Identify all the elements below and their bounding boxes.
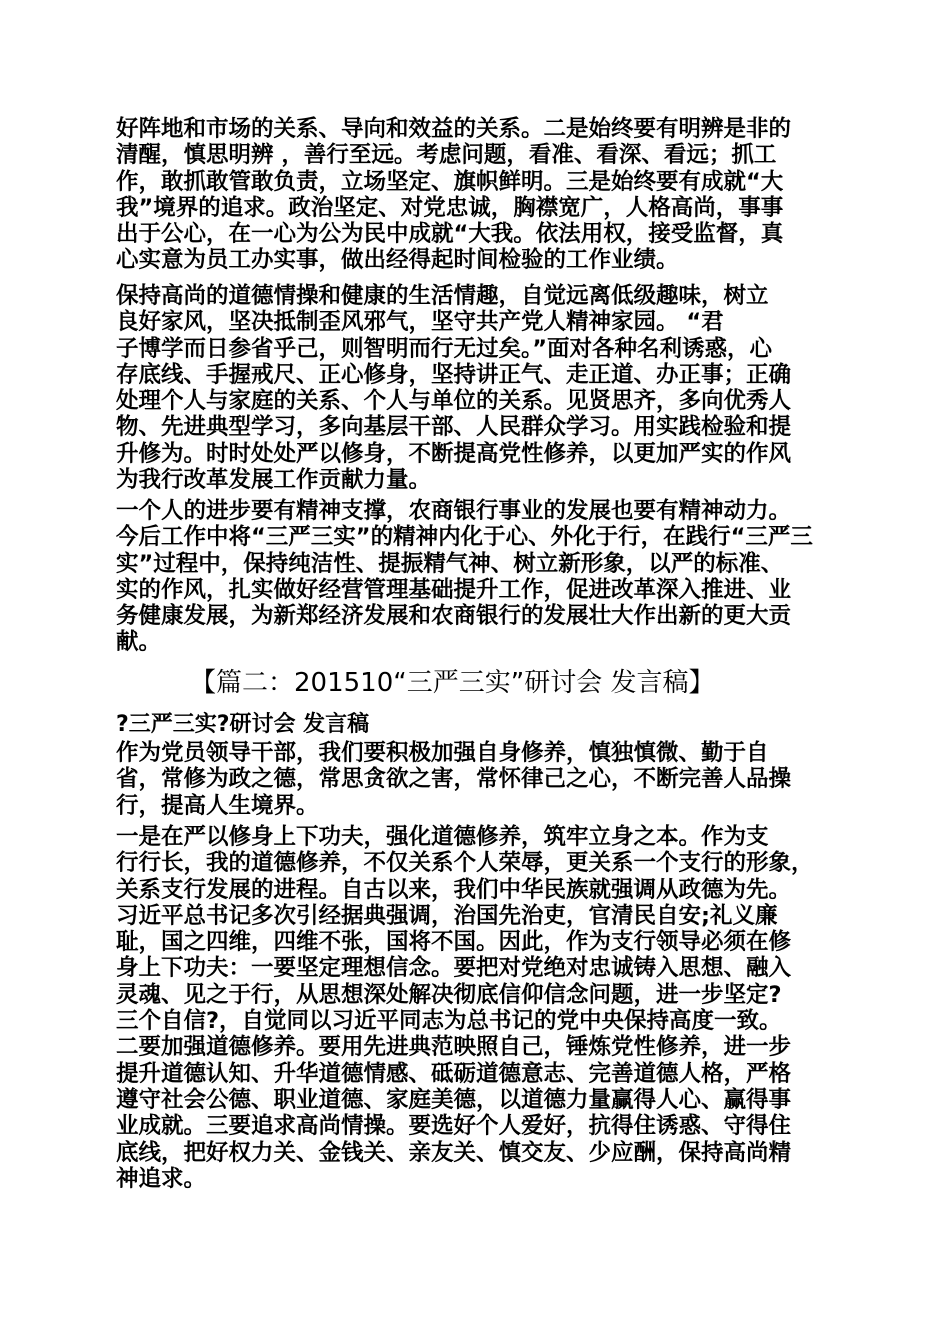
text-line: 实”过程中，保持纯洁性、提振精气神、树立新形象，以严的标准、 (116, 550, 784, 577)
text-line: 出于公心，在一心为公为民中成就“大我。依法用权，接受监督，真 (116, 221, 784, 248)
text-line: 我”境界的追求。政治坚定、对党忠诚，胸襟宽广，人格高尚，事事 (116, 194, 784, 221)
text-line: 存底线、手握戒尺、正心修身，坚持讲正气、走正道、办正事；正确 (116, 361, 792, 388)
text-line: 神追求。 (116, 1165, 207, 1192)
text-line: 良好家风，坚决抵制歪风邪气，坚守共产党人精神家园。 “君 (116, 309, 724, 336)
paragraph-block-1 (116, 116, 836, 274)
section-heading: 【篇二：201510“三严三实”研讨会 发言稿】 (190, 668, 715, 698)
text-line: 献。 (116, 629, 162, 656)
text-line: 习近平总书记多次引经据典强调，治国先治吏，官清民自安;礼义廉 (116, 902, 778, 929)
text-line: 务健康发展，为新郑经济发展和农商银行的发展壮大作出新的更大贡 (116, 603, 792, 630)
paragraph-block-3 (116, 498, 836, 656)
paragraph-block-5 (116, 824, 836, 1192)
text-line: 物、先进典型学习，多向基层干部、人民群众学习。用实践检验和提 (116, 414, 792, 441)
text-line: 实的作风，扎实做好经营管理基础提升工作，促进改革深入推进、业 (116, 576, 792, 603)
section-subheading: ?三严三实?研讨会 发言稿 (116, 712, 370, 737)
text-line: 省，常修为政之德，常思贪欲之害，常怀律己之心，不断完善人品操 (116, 766, 792, 793)
text-line: 三个自信?，自觉同以习近平同志为总书记的党中央保持高度一致。 (116, 1008, 782, 1035)
text-line: 耻，国之四维，四维不张，国将不国。因此，作为支行领导必须在修 (116, 929, 792, 956)
text-line: 身上下功夫：一要坚定理想信念。要把对党绝对忠诚铸入思想、融入 (116, 955, 792, 982)
text-line: 好阵地和市场的关系、导向和效益的关系。二是始终要有明辨是非的 (116, 116, 792, 142)
text-line: 一是在严以修身上下功夫，强化道德修养，筑牢立身之本。作为支 (116, 824, 769, 850)
text-line: 今后工作中将“三严三实”的精神内化于心、外化于行，在践行“三严三 (116, 524, 813, 551)
text-line: 处理个人与家庭的关系、个人与单位的关系。见贤思齐，多向优秀人 (116, 388, 792, 415)
text-line: 保持高尚的道德情操和健康的生活情趣，自觉远离低级趣味，树立 (116, 283, 769, 309)
text-line: 清醒，慎思明辨 ，善行至远。考虑问题，看准、看深、看远；抓工 (116, 142, 777, 169)
text-line: 升修为。时时处处严以修身，不断提高党性修养，以更加严实的作风 (116, 440, 792, 467)
text-line: 作，敢抓敢管敢负责，立场坚定、旗帜鲜明。三是始终要有成就“大 (116, 168, 784, 195)
text-line: 心实意为员工办实事，做出经得起时间检验的工作业绩。 (116, 247, 679, 274)
text-line: 提升道德认知、升华道德情感、砥砺道德意志、完善道德人格，严格 (116, 1060, 792, 1087)
text-line: 关系支行发展的进程。自古以来，我们中华民族就强调从政德为先。 (116, 876, 792, 903)
text-line: 行行长，我的道德修养，不仅关系个人荣辱，更关系一个支行的形象， (116, 850, 814, 877)
text-line: 灵魂、见之于行，从思想深处解决彻底信仰信念问题，进一步坚定? (116, 981, 782, 1008)
text-line: 为我行改革发展工作贡献力量。 (116, 467, 432, 494)
paragraph-block-2 (116, 283, 836, 493)
text-line: 作为党员领导干部，我们要积极加强自身修养，慎独慎微、勤于自 (116, 740, 769, 766)
text-line: 一个人的进步要有精神支撑，农商银行事业的发展也要有精神动力。 (116, 498, 792, 524)
text-line: 底线，把好权力关、金钱关、亲友关、慎交友、少应酬，保持高尚精 (116, 1139, 792, 1166)
text-line: 行，提高人生境界。 (116, 792, 319, 819)
text-line: 二要加强道德修养。要用先进典范映照自己，锤炼党性修养，进一步 (116, 1034, 792, 1061)
text-line: 子博学而日参省乎己，则智明而行无过矣。”面对各种名利诱惑，心 (116, 335, 773, 362)
text-line: 遵守社会公德、职业道德、家庭美德，以道德力量赢得人心、赢得事 (116, 1086, 792, 1113)
text-line: 业成就。三要追求高尚情操。要选好个人爱好，抗得住诱惑、守得住 (116, 1113, 792, 1140)
paragraph-block-4 (116, 740, 836, 819)
